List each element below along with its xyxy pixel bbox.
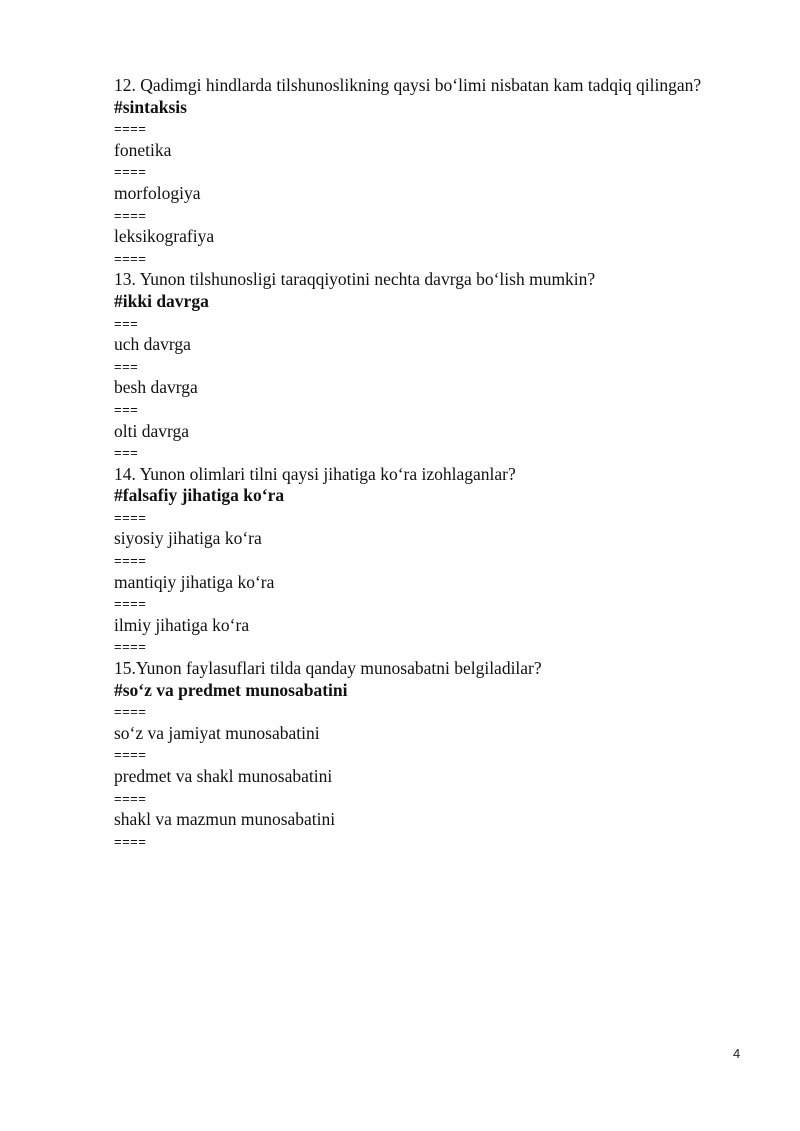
separator: === <box>114 315 139 331</box>
separator: ==== <box>114 207 147 223</box>
separator: ==== <box>114 164 147 180</box>
answer-option: leksikografiya <box>114 226 215 247</box>
separator: ==== <box>114 704 147 720</box>
separator: ==== <box>114 790 147 806</box>
page-number: 4 <box>733 1046 741 1061</box>
separator: ==== <box>114 747 147 763</box>
question-text: 14. Yunon olimlari tilni qaysi jihatiga ko‘ra izohlaganlar? <box>114 463 516 484</box>
question-block-13 <box>114 269 774 463</box>
answer-option: besh davrga <box>114 377 198 398</box>
question-block-15 <box>114 658 774 852</box>
separator: ==== <box>114 596 147 612</box>
answer-option: so‘z va jamiyat munosabatini <box>114 722 320 743</box>
question-text: 15.Yunon faylasuflari tilda qanday munosabatni belgiladilar? <box>114 658 542 679</box>
separator: ==== <box>114 250 147 266</box>
separator: === <box>114 401 139 417</box>
answer-option: fonetika <box>114 139 172 160</box>
separator: === <box>114 358 139 374</box>
answer-option: morfologiya <box>114 182 201 203</box>
separator: === <box>114 445 139 461</box>
separator: ==== <box>114 639 147 655</box>
answer-option: olti davrga <box>114 420 190 441</box>
question-text: 13. Yunon tilshunosligi taraqqiyotini nechta davrga bo‘lish mumkin? <box>114 269 596 290</box>
separator: ==== <box>114 833 147 849</box>
answer-option: mantiqiy jihatiga ko‘ra <box>114 571 275 592</box>
answer-option: siyosiy jihatiga ko‘ra <box>114 528 262 549</box>
correct-answer: #sintaksis <box>114 96 187 117</box>
question-list <box>114 75 774 852</box>
separator: ==== <box>114 553 147 569</box>
correct-answer: #ikki davrga <box>114 290 209 311</box>
separator: ==== <box>114 509 147 525</box>
answer-option: ilmiy jihatiga ko‘ra <box>114 614 250 635</box>
separator: ==== <box>114 121 147 137</box>
question-block-12 <box>114 75 774 269</box>
question-text: 12. Qadimgi hindlarda tilshunoslikning qaysi bo‘limi nisbatan kam tadqiq qilingan? <box>114 75 702 95</box>
correct-answer: #falsafiy jihatiga ko‘ra <box>114 485 285 506</box>
answer-option: predmet va shakl munosabatini <box>114 766 333 786</box>
answer-option: shakl va mazmun munosabatini <box>114 809 336 830</box>
correct-answer: #so‘z va predmet munosabatini <box>114 679 348 700</box>
question-block-14 <box>114 464 774 658</box>
answer-option: uch davrga <box>114 334 191 355</box>
